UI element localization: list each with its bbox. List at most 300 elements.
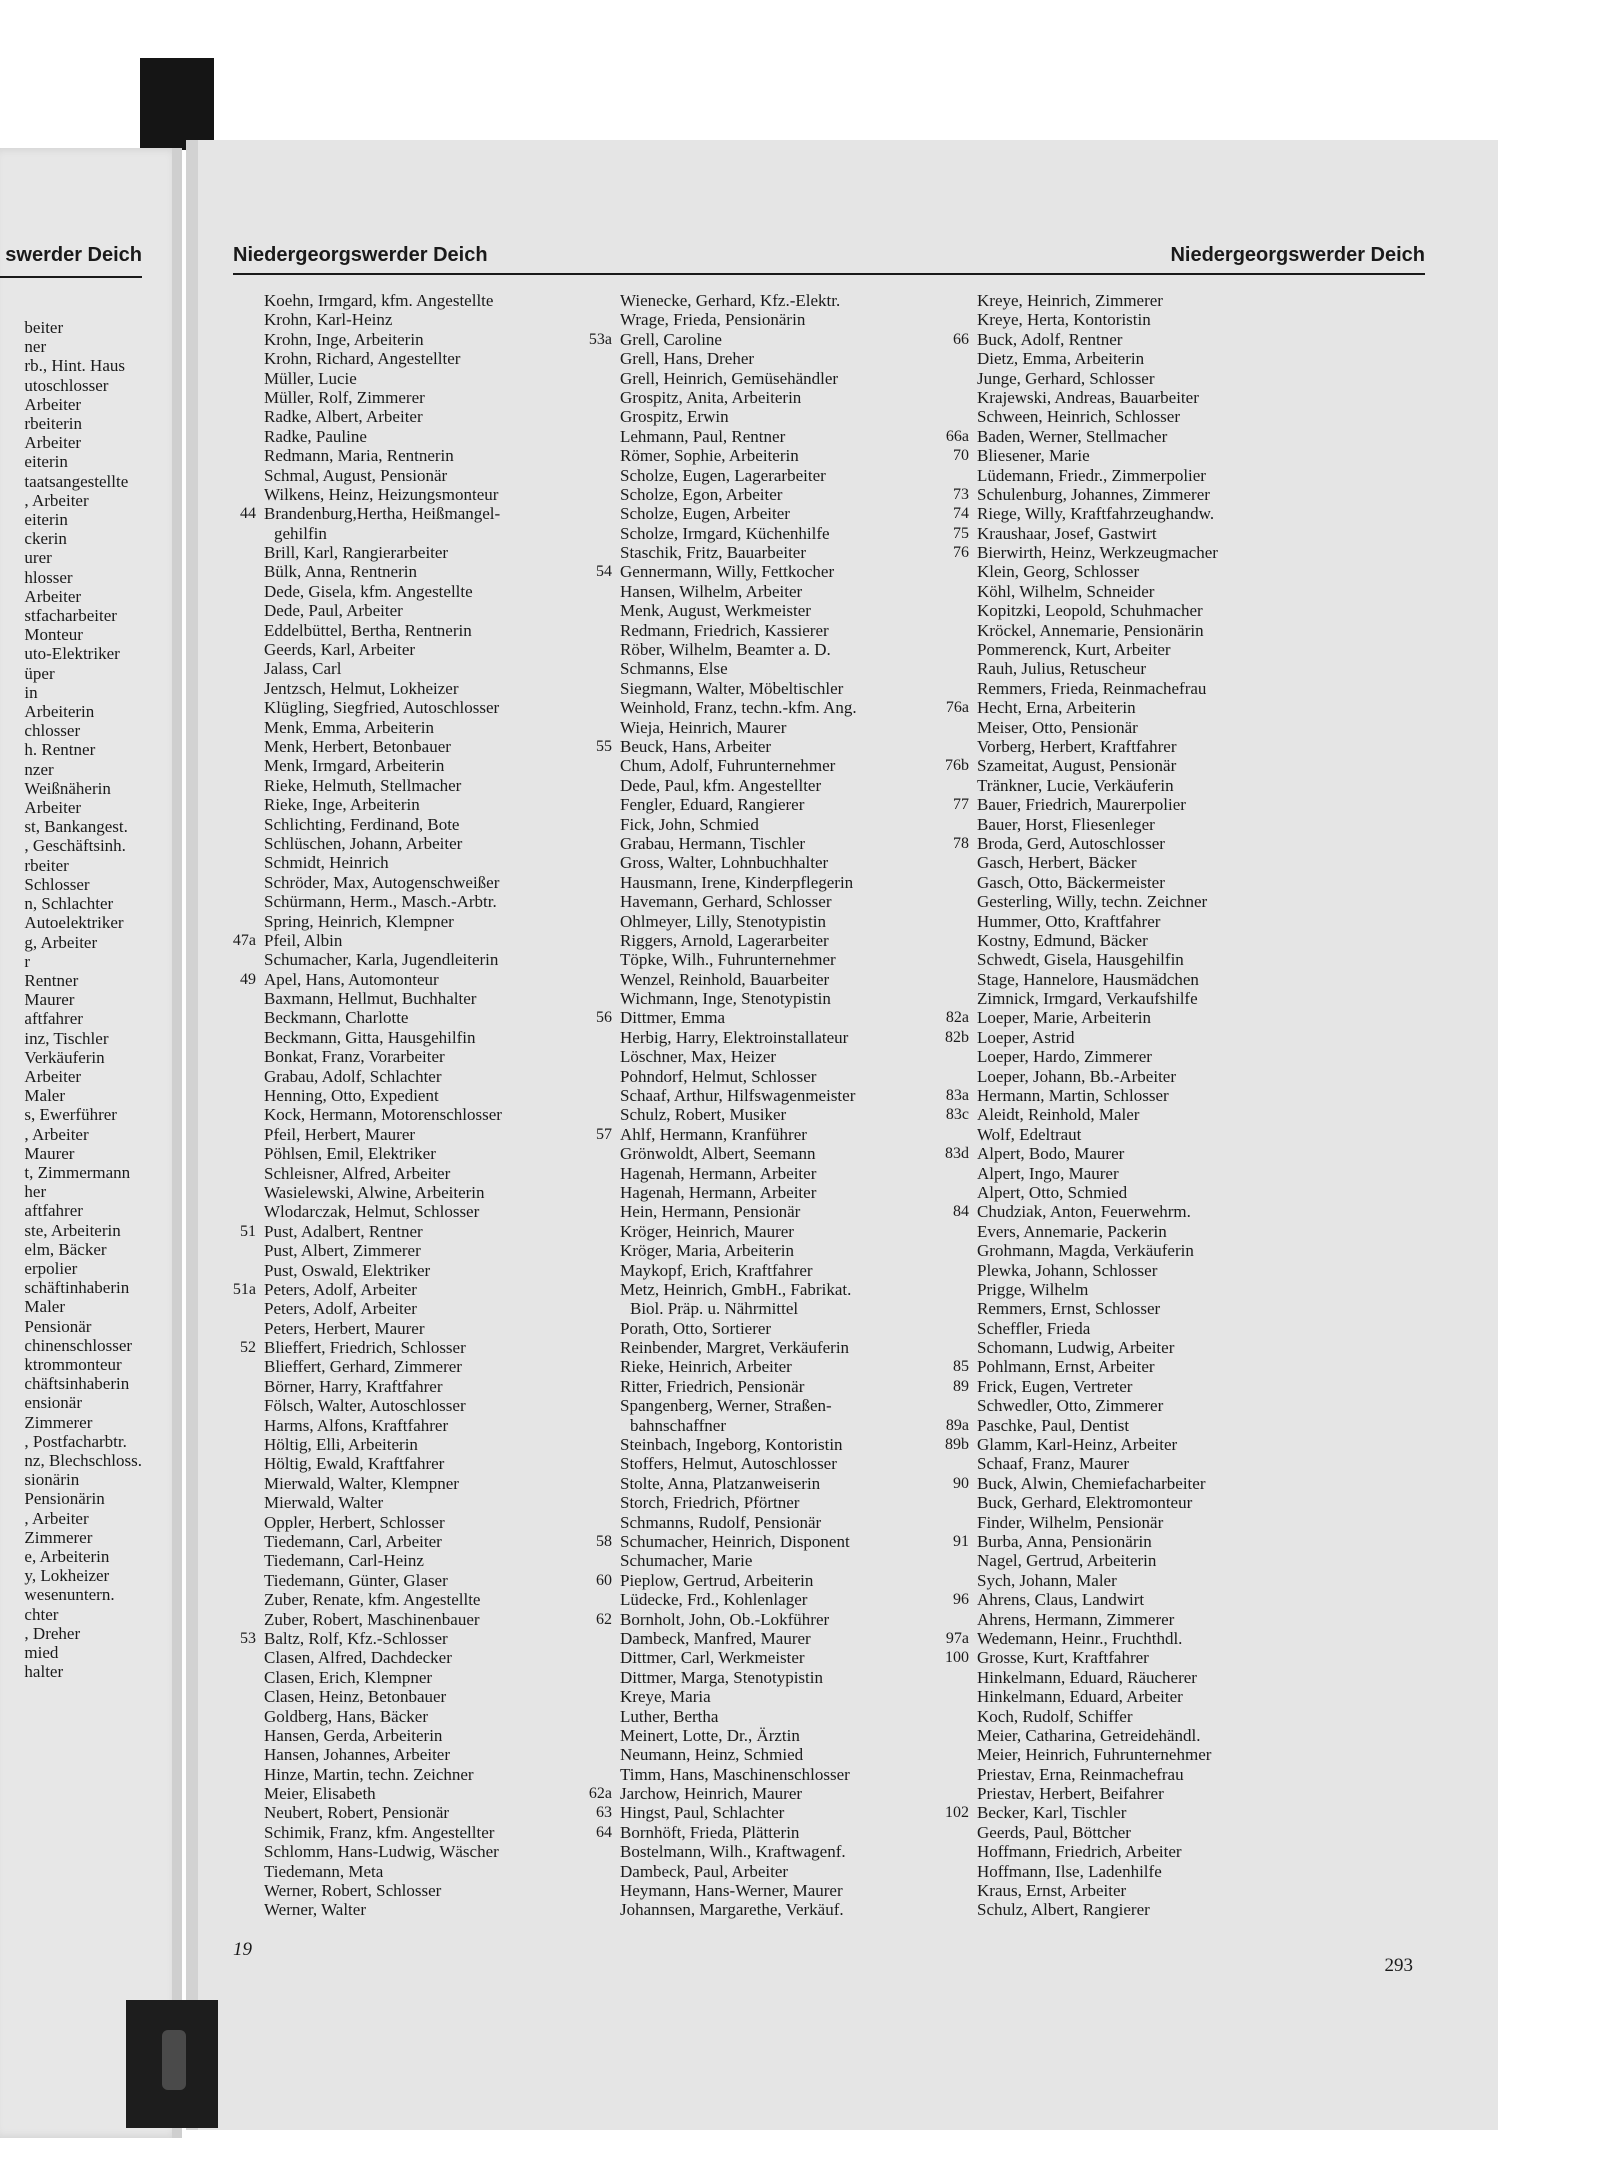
resident-entry-text: Hagenah, Hermann, Arbeiter (620, 1182, 817, 1202)
resident-entry-text: Menk, Herbert, Betonbauer (264, 736, 451, 756)
resident-entry-text: Ohlmeyer, Lilly, Stenotypistin (620, 911, 826, 931)
resident-entry-text: Pfeil, Albin (264, 930, 343, 950)
left-page-line: nz, Blechschloss. (24, 1450, 142, 1470)
left-page-line: rb., Hint. Haus (24, 356, 125, 376)
resident-entry-text: Clasen, Heinz, Betonbauer (264, 1687, 447, 1707)
left-page-line: in (24, 682, 38, 702)
resident-entry-text: Herbig, Harry, Elektroinstallateur (620, 1027, 849, 1047)
resident-entry-text: Menk, Emma, Arbeiterin (264, 717, 434, 737)
resident-entry-text: Grabau, Adolf, Schlachter (264, 1066, 442, 1086)
resident-entry-text: Meiser, Otto, Pensionär (977, 717, 1138, 737)
resident-entry-text: Meier, Catharina, Getreidehändl. (977, 1725, 1201, 1745)
left-page-line: stfacharbeiter (24, 606, 117, 626)
resident-entry-text: Wasielewski, Alwine, Arbeiterin (264, 1182, 485, 1202)
resident-entry-text: Wlodarczak, Helmut, Schlosser (264, 1202, 480, 1222)
left-page-line: e, Arbeiterin (24, 1547, 110, 1566)
resident-entry-text: Steinbach, Ingeborg, Kontoristin (620, 1435, 843, 1455)
left-page-line: chäftsinhaberin (24, 1374, 130, 1394)
resident-entry-text: Gasch, Otto, Bäckermeister (977, 872, 1165, 892)
resident-entry-text: Krohn, Karl-Heinz (264, 310, 393, 330)
resident-entry-text: Radke, Albert, Arbeiter (264, 407, 423, 427)
house-number: 44 (240, 505, 256, 523)
left-page-line: eiterin (24, 510, 68, 530)
resident-entry-text: Gesterling, Willy, techn. Zeichner (977, 892, 1208, 912)
resident-entry-text: Weinhold, Franz, techn.-kfm. Ang. (620, 698, 857, 718)
house-number: 62 (596, 1610, 612, 1628)
left-page-line: Schlosser (24, 874, 90, 894)
resident-entry-text: Grönwoldt, Albert, Seemann (620, 1144, 816, 1164)
resident-entry-text: Clasen, Alfred, Dachdecker (264, 1648, 452, 1668)
left-page-line: Arbeiter (24, 433, 82, 453)
resident-entry-text: Brandenburg,Hertha, Heißmangel- (264, 504, 501, 524)
house-number: 74 (953, 505, 969, 523)
resident-entry-text: Pust, Albert, Zimmerer (264, 1241, 421, 1261)
resident-entry-text: Priestav, Herbert, Beifahrer (977, 1784, 1164, 1804)
resident-entry-text: Wolf, Edeltraut (977, 1124, 1082, 1144)
resident-entry-text: Blieffert, Friedrich, Schlosser (264, 1338, 466, 1358)
left-page-text (24, 318, 142, 1681)
resident-entry-text: Mierwald, Walter, Klempner (264, 1473, 459, 1493)
left-page-line: wesenuntern. (24, 1585, 115, 1605)
left-page-line: rbeiter (24, 855, 69, 875)
resident-entry-text: Hansen, Johannes, Arbeiter (264, 1745, 451, 1765)
resident-entry-text: Kraus, Ernst, Arbeiter (977, 1881, 1127, 1901)
left-page-line: Maurer (24, 1143, 75, 1163)
resident-entry-text: Schürmann, Herm., Masch.-Arbtr. (264, 892, 497, 912)
resident-entry-text: Rieke, Helmuth, Stellmacher (264, 775, 462, 795)
resident-entry-text: Havemann, Gerhard, Schlosser (620, 892, 832, 912)
resident-entry-text: Redmann, Maria, Rentnerin (264, 446, 454, 466)
resident-entry-text: Schmal, August, Pensionär (264, 465, 448, 485)
resident-entry-text: Frick, Eugen, Vertreter (977, 1376, 1133, 1396)
resident-entry-text: Kostny, Edmund, Bäcker (977, 930, 1148, 950)
left-page-line: nzer (24, 759, 54, 779)
resident-entry-text: Brill, Karl, Rangierarbeiter (264, 543, 449, 563)
resident-entry-text: Gennermann, Willy, Fettkocher (620, 562, 835, 582)
left-page-line: st, Bankangest. (24, 817, 128, 837)
resident-entry-text: Schlichting, Ferdinand, Bote (264, 814, 460, 834)
resident-entry-text: Schulenburg, Johannes, Zimmerer (977, 484, 1210, 504)
resident-entry-text: Prigge, Wilhelm (977, 1279, 1089, 1299)
resident-entry-text: Schmanns, Else (620, 659, 728, 679)
left-page-line: Maler (24, 1086, 66, 1106)
resident-entry-text: Schleisner, Alfred, Arbeiter (264, 1163, 451, 1183)
sheet-number: 19 (233, 1939, 252, 1960)
resident-entry-text: Wilkens, Heinz, Heizungsmonteur (264, 484, 499, 504)
resident-entry-text: Gasch, Herbert, Bäcker (977, 853, 1137, 873)
house-number: 89a (945, 1416, 969, 1434)
resident-entry-text: Schween, Heinrich, Schlosser (977, 407, 1181, 427)
resident-entry-text: Dede, Paul, Arbeiter (264, 601, 403, 621)
resident-entry-text: Szameitat, August, Pensionär (977, 756, 1177, 776)
house-number: 76a (945, 699, 969, 717)
house-number: 100 (945, 1649, 969, 1667)
resident-entry-text: Ahrens, Claus, Landwirt (977, 1590, 1145, 1610)
resident-entry-text: Apel, Hans, Automonteur (264, 969, 439, 989)
resident-entry-text: Ahlf, Hermann, Kranführer (620, 1124, 807, 1144)
left-page-line: taatsangestellte (24, 471, 129, 491)
resident-entry-text: Broda, Gerd, Autoschlosser (977, 833, 1165, 853)
resident-entry-text: Zimnick, Irmgard, Verkaufshilfe (977, 989, 1198, 1009)
left-page-line: schäftinhaberin (24, 1278, 130, 1298)
resident-entry-text: Scholze, Egon, Arbeiter (620, 484, 783, 504)
left-page-line: Zimmerer (24, 1412, 93, 1432)
resident-entry-text: Loeper, Marie, Arbeiterin (977, 1008, 1151, 1028)
left-page-header: swerder Deich (5, 244, 142, 266)
resident-entry-text: Wrage, Frieda, Pensionärin (620, 310, 806, 330)
resident-entry-text: Höltig, Elli, Arbeiterin (264, 1435, 418, 1455)
resident-entry-text: Spangenberg, Werner, Straßen- (620, 1396, 832, 1416)
resident-entry-text: Bornholt, John, Ob.-Lokführer (620, 1609, 830, 1629)
resident-entry-text: Fengler, Eduard, Rangierer (620, 795, 805, 815)
resident-entry-text: Grohmann, Magda, Verkäuferin (977, 1241, 1194, 1261)
resident-entry-text: Tiedemann, Carl-Heinz (264, 1551, 424, 1571)
resident-entry-text: Evers, Annemarie, Packerin (977, 1221, 1167, 1241)
house-number: 83d (945, 1145, 969, 1163)
left-page-line: mied (24, 1643, 59, 1663)
resident-entry-text: Riggers, Arnold, Lagerarbeiter (620, 930, 829, 950)
resident-entry-text: Hinze, Martin, techn. Zeichner (264, 1764, 474, 1784)
resident-entry-text: Löschner, Max, Heizer (620, 1047, 777, 1067)
resident-entry-text: Krajewski, Andreas, Bauarbeiter (977, 387, 1199, 407)
left-page-line: Arbeiter (24, 394, 82, 414)
resident-entry-text: Grospitz, Erwin (620, 407, 729, 427)
resident-entry-text: Krohn, Inge, Arbeiterin (264, 329, 424, 349)
house-number: 82a (945, 1009, 969, 1027)
resident-entry-text: Krohn, Richard, Angestellter (264, 349, 461, 369)
resident-entry-text: Grospitz, Anita, Arbeiterin (620, 387, 802, 407)
left-page-line: Weißnäherin (24, 778, 111, 798)
house-number: 85 (953, 1358, 969, 1376)
resident-entry-text: Kreye, Heinrich, Zimmerer (977, 291, 1163, 310)
resident-entry-text: Dittmer, Carl, Werkmeister (620, 1648, 805, 1668)
left-page-line: chlosser (24, 721, 81, 741)
left-page-line: rbeiterin (24, 414, 83, 434)
resident-entry-text: Grell, Hans, Dreher (620, 349, 755, 369)
resident-entry-text: Kröckel, Annemarie, Pensionärin (977, 620, 1204, 640)
house-number: 64 (596, 1823, 612, 1841)
resident-entry-text: Koch, Rudolf, Schiffer (977, 1706, 1133, 1726)
resident-entry-text: Hinkelmann, Eduard, Arbeiter (977, 1687, 1183, 1707)
left-page-line: , Arbeiter (24, 1508, 89, 1528)
resident-entry-text: Beckmann, Charlotte (264, 1008, 409, 1028)
house-number: 53a (588, 330, 612, 348)
left-page-line: erpolier (24, 1258, 78, 1278)
resident-entry-text: Baltz, Rolf, Kfz.-Schlosser (264, 1628, 448, 1648)
resident-entry-text: Schumacher, Karla, Jugendleiterin (264, 950, 499, 970)
resident-entry-text: Kreye, Maria (620, 1687, 711, 1707)
resident-entry-text: Bauer, Horst, Fliesenleger (977, 814, 1155, 834)
resident-entry-text: Dede, Paul, kfm. Angestellter (620, 775, 822, 795)
house-number: 89b (945, 1436, 969, 1454)
resident-entry-text: Baxmann, Hellmut, Buchhalter (264, 989, 477, 1009)
resident-entry-text: Burba, Anna, Pensionärin (977, 1532, 1152, 1551)
resident-entry-text: Alpert, Otto, Schmied (977, 1182, 1128, 1202)
left-page-line: , Arbeiter (24, 1124, 89, 1144)
house-number: 96 (953, 1591, 969, 1609)
resident-entry-text: Buck, Alwin, Chemiefacharbeiter (977, 1473, 1206, 1493)
resident-entry-text: Jentzsch, Helmut, Lokheizer (264, 678, 459, 698)
resident-entry-text: Loeper, Hardo, Zimmerer (977, 1047, 1152, 1067)
resident-entry-text: Lüdecke, Frd., Kohlenlager (620, 1590, 808, 1610)
running-header-right: Niedergeorgswerder Deich (1170, 244, 1425, 266)
left-page-line: Arbeiter (24, 798, 82, 818)
resident-entry-text: Hoffmann, Friedrich, Arbeiter (977, 1842, 1182, 1862)
house-number: 73 (953, 485, 969, 503)
resident-entry-text: Wedemann, Heinr., Fruchthdl. (977, 1628, 1183, 1648)
resident-entry-text: Hingst, Paul, Schlachter (620, 1803, 785, 1823)
resident-entry-text: Grell, Heinrich, Gemüsehändler (620, 368, 839, 388)
left-page-gutter (172, 148, 182, 2138)
resident-entry-text: Scheffler, Frieda (977, 1318, 1091, 1338)
resident-entry-text: Peters, Herbert, Maurer (264, 1318, 425, 1338)
left-page-line: Monteur (24, 625, 83, 645)
resident-entry-text: Scholze, Irmgard, Küchenhilfe (620, 523, 830, 543)
resident-entry-text: Storch, Friedrich, Pförtner (620, 1493, 800, 1513)
resident-entry-text: Dietz, Emma, Arbeiterin (977, 349, 1145, 369)
resident-entry-text: Johannsen, Margarethe, Verkäuf. (620, 1900, 844, 1920)
resident-entry-text: Schlüschen, Johann, Arbeiter (264, 833, 463, 853)
resident-entry-text: Alpert, Ingo, Maurer (977, 1163, 1119, 1183)
left-page-line: aftfahrer (24, 1009, 83, 1029)
resident-entry-text: Henning, Otto, Expedient (264, 1086, 439, 1106)
resident-entry-text: Schaaf, Arthur, Hilfswagenmeister (620, 1086, 856, 1106)
left-page-fragment (0, 148, 182, 2138)
resident-entry-text: Beuck, Hans, Arbeiter (620, 736, 772, 756)
resident-entry-text: Jarchow, Heinrich, Maurer (620, 1784, 803, 1804)
house-number: 83a (945, 1087, 969, 1105)
resident-entry-text: Tränkner, Lucie, Verkäuferin (977, 775, 1174, 795)
resident-entry-text: Timm, Hans, Maschinenschlosser (620, 1764, 850, 1784)
resident-entry-text: Pfeil, Herbert, Maurer (264, 1124, 416, 1144)
resident-entry-text: Eddelbüttel, Bertha, Rentnerin (264, 620, 472, 640)
house-number: 60 (596, 1571, 612, 1589)
resident-entry-text: Sych, Johann, Maler (977, 1570, 1117, 1590)
left-page-line: Pensionär (24, 1316, 92, 1336)
house-number: 75 (953, 524, 969, 542)
resident-entry-text: Chudziak, Anton, Feuerwehrm. (977, 1202, 1191, 1222)
resident-entry-text: Rieke, Inge, Arbeiterin (264, 795, 420, 815)
resident-entry-text: Wenzel, Reinhold, Bauarbeiter (620, 969, 830, 989)
book-binding-top (140, 58, 214, 150)
left-page-line: beiter (24, 318, 64, 337)
resident-entry-text: Höltig, Ewald, Kraftfahrer (264, 1454, 445, 1474)
resident-entry-text: Wichmann, Inge, Stenotypistin (620, 989, 831, 1009)
resident-entry-text: Werner, Robert, Schlosser (264, 1881, 442, 1901)
resident-entry-text: Peters, Adolf, Arbeiter (264, 1299, 417, 1319)
resident-entry-text: Buck, Adolf, Rentner (977, 329, 1123, 349)
resident-entry-text: Scholze, Eugen, Arbeiter (620, 504, 790, 524)
left-page-line: urer (24, 548, 52, 568)
resident-entry-text: Pust, Adalbert, Rentner (264, 1221, 423, 1241)
house-number: 91 (953, 1533, 969, 1550)
resident-entry-text: Stoffers, Helmut, Autoschlosser (620, 1454, 837, 1474)
house-number: 57 (596, 1125, 612, 1143)
resident-entry-text: Köhl, Wilhelm, Schneider (977, 581, 1155, 601)
resident-entry-text: Schulz, Robert, Musiker (620, 1105, 787, 1125)
resident-entry-text: Heymann, Hans-Werner, Maurer (620, 1881, 843, 1901)
directory-page (186, 140, 1498, 2130)
resident-entry-text: Lehmann, Paul, Rentner (620, 426, 786, 446)
left-page-line: ensionär (24, 1393, 83, 1413)
resident-entry-text: Geerds, Paul, Böttcher (977, 1822, 1131, 1842)
resident-entry-text: Buck, Gerhard, Elektromonteur (977, 1493, 1193, 1513)
left-page-line: y, Lokheizer (24, 1566, 110, 1586)
house-number: 76b (945, 757, 969, 775)
left-page-line: eiterin (24, 452, 68, 472)
resident-entry-text: Rauh, Julius, Retuscheur (977, 659, 1147, 679)
resident-entry-text: Reinbender, Margret, Verkäuferin (620, 1338, 850, 1358)
running-header-left: Niedergeorgswerder Deich (233, 244, 488, 266)
house-number: 84 (953, 1203, 969, 1221)
left-page-line: s, Ewerführer (24, 1105, 117, 1125)
resident-entry-text: Hummer, Otto, Kraftfahrer (977, 911, 1161, 931)
resident-entry-text: Aleidt, Reinhold, Maler (977, 1105, 1140, 1125)
resident-entry-text: Stage, Hannelore, Hausmädchen (977, 969, 1199, 989)
resident-entry-text: Schimik, Franz, kfm. Angestellter (264, 1822, 495, 1842)
resident-entry-text: Bauer, Friedrich, Maurerpolier (977, 795, 1186, 815)
resident-entry-text: Pommerenck, Kurt, Arbeiter (977, 640, 1171, 660)
left-page-line: h. Rentner (24, 740, 96, 760)
house-number: 54 (596, 563, 612, 581)
left-page-line: ner (24, 337, 47, 357)
resident-entry-text: Schmanns, Rudolf, Pensionär (620, 1512, 822, 1532)
left-page-line: hlosser (24, 567, 73, 587)
resident-entry-text: Harms, Alfons, Kraftfahrer (264, 1415, 449, 1435)
resident-entry-text: Kraushaar, Josef, Gastwirt (977, 523, 1157, 543)
house-number: 58 (596, 1533, 612, 1550)
resident-entry-text: Hermann, Martin, Schlosser (977, 1086, 1169, 1106)
resident-entry-text: Radke, Pauline (264, 426, 367, 446)
house-number: 63 (596, 1804, 612, 1822)
resident-entry-text: Kock, Hermann, Motorenschlosser (264, 1105, 502, 1125)
left-page-line: Verkäuferin (24, 1047, 105, 1067)
left-page-line: utoschlosser (24, 375, 109, 395)
resident-entry-text: Meier, Heinrich, Fuhrunternehmer (977, 1745, 1212, 1765)
house-number: 77 (953, 796, 969, 814)
resident-entry-text: Becker, Karl, Tischler (977, 1803, 1127, 1823)
resident-entry-text: Dambeck, Paul, Arbeiter (620, 1861, 789, 1881)
resident-entry-text: Tiedemann, Carl, Arbeiter (264, 1532, 442, 1551)
resident-entry-text: Müller, Rolf, Zimmerer (264, 387, 425, 407)
resident-entry-text: Schmidt, Heinrich (264, 853, 389, 873)
resident-entry-text: Werner, Walter (264, 1900, 366, 1920)
house-number: 47a (232, 931, 256, 949)
left-page-line: Arbeiter (24, 1066, 82, 1086)
resident-entry-text: Meinert, Lotte, Dr., Ärztin (620, 1725, 800, 1745)
resident-entry-text: Bülk, Anna, Rentnerin (264, 562, 417, 582)
resident-entry-text: Clasen, Erich, Klempner (264, 1667, 433, 1687)
resident-entry-text: Neumann, Heinz, Schmied (620, 1745, 804, 1765)
resident-entry-text: Biol. Präp. u. Nährmittel (630, 1299, 799, 1319)
resident-entry-text: Finder, Wilhelm, Pensionär (977, 1512, 1164, 1532)
resident-entry-text: Dambeck, Manfred, Maurer (620, 1628, 811, 1648)
resident-entry-text: Schomann, Ludwig, Arbeiter (977, 1338, 1175, 1358)
left-page-line: t, Zimmermann (24, 1162, 131, 1182)
left-page-line: ckerin (24, 529, 67, 549)
left-page-line: , Dreher (24, 1623, 81, 1643)
resident-entry-text: Loeper, Johann, Bb.-Arbeiter (977, 1066, 1177, 1086)
resident-entry-text: Bierwirth, Heinz, Werkzeugmacher (977, 543, 1218, 563)
left-page-line: , Arbeiter (24, 490, 89, 510)
resident-entry-text: Pieplow, Gertrud, Arbeiterin (620, 1570, 814, 1590)
resident-entry-text: Dede, Gisela, kfm. Angestellte (264, 581, 473, 601)
resident-entry-text: Bliesener, Marie (977, 446, 1090, 466)
resident-entry-text: Dittmer, Emma (620, 1008, 726, 1028)
resident-entry-text: Plewka, Johann, Schlosser (977, 1260, 1158, 1280)
house-number: 89 (953, 1377, 969, 1395)
left-page-line: Arbeiter (24, 586, 82, 606)
resident-entry-text: Kreye, Herta, Kontoristin (977, 310, 1151, 330)
resident-entry-text: Schaaf, Franz, Maurer (977, 1454, 1129, 1474)
resident-entry-text: Grell, Caroline (620, 329, 722, 349)
house-number: 66a (945, 427, 969, 445)
resident-entry-text: Ritter, Friedrich, Pensionär (620, 1376, 805, 1396)
resident-entry-text: Tiedemann, Günter, Glaser (264, 1570, 448, 1590)
left-page-line: chter (24, 1604, 59, 1624)
house-number: 66 (953, 330, 969, 348)
house-number: 76 (953, 544, 969, 562)
resident-entry-text: Grosse, Kurt, Kraftfahrer (977, 1648, 1149, 1668)
left-page-line: n, Schlachter (24, 894, 114, 914)
resident-entry-text: Wienecke, Gerhard, Kfz.-Elektr. (620, 291, 841, 310)
resident-entry-text: Hagenah, Hermann, Arbeiter (620, 1163, 817, 1183)
resident-entry-text: Klein, Georg, Schlosser (977, 562, 1140, 582)
page-number: 293 (1384, 1955, 1413, 1976)
resident-entry-text: Grabau, Hermann, Tischler (620, 833, 806, 853)
resident-entry-text: Riege, Willy, Kraftfahrzeughandw. (977, 504, 1215, 524)
resident-entry-text: Kröger, Maria, Arbeiterin (620, 1241, 794, 1261)
left-page-line: her (24, 1182, 47, 1202)
header-rule (233, 273, 1425, 275)
resident-entry-text: Schröder, Max, Autogenschweißer (264, 872, 500, 892)
left-page-line: Maurer (24, 990, 75, 1010)
resident-entry-text: Pohlmann, Ernst, Arbeiter (977, 1357, 1155, 1377)
resident-entry-text: Hecht, Erna, Arbeiterin (977, 698, 1136, 718)
resident-entry-text: Neubert, Robert, Pensionär (264, 1803, 450, 1823)
resident-entry-text: Schlomm, Hans-Ludwig, Wäscher (264, 1842, 499, 1862)
resident-entry-text: Kröger, Heinrich, Maurer (620, 1221, 794, 1241)
house-number: 90 (953, 1474, 969, 1492)
book-binding-bottom (126, 2000, 218, 2128)
left-page-line: Rentner (24, 970, 79, 990)
resident-entry-text: Rieke, Heinrich, Arbeiter (620, 1357, 792, 1377)
resident-entry-text: Maykopf, Erich, Kraftfahrer (620, 1260, 813, 1280)
house-number: 51 (240, 1222, 256, 1240)
house-number: 70 (953, 447, 969, 465)
resident-entry-text: Klügling, Siegfried, Autoschlosser (264, 698, 500, 718)
left-header-rule (0, 276, 142, 278)
page-gutter (186, 140, 198, 2130)
house-number: 97a (945, 1629, 969, 1647)
resident-entry-text: Ahrens, Hermann, Zimmerer (977, 1609, 1175, 1629)
resident-entry-text: Hoffmann, Ilse, Ladenhilfe (977, 1861, 1162, 1881)
resident-entry-text: Siegmann, Walter, Möbeltischler (620, 678, 844, 698)
house-number: 62a (588, 1785, 612, 1803)
resident-entry-text: Bonkat, Franz, Vorarbeiter (264, 1047, 445, 1067)
resident-entry-text: Vorberg, Herbert, Kraftfahrer (977, 736, 1177, 756)
resident-entry-text: Spring, Heinrich, Klempner (264, 911, 454, 931)
resident-entry-text: Töpke, Wilh., Fuhrunternehmer (620, 950, 836, 970)
resident-entry-text: Staschik, Fritz, Bauarbeiter (620, 543, 807, 563)
house-number: 82b (945, 1028, 969, 1046)
resident-entry-text: gehilfin (274, 523, 327, 543)
left-page-line: aftfahrer (24, 1201, 83, 1221)
resident-entry-text: Zuber, Robert, Maschinenbauer (264, 1609, 480, 1629)
resident-entry-text: Gross, Walter, Lohnbuchhalter (620, 853, 829, 873)
resident-entry-text: Römer, Sophie, Arbeiterin (620, 446, 799, 466)
resident-entry-text: Fick, John, Schmied (620, 814, 759, 834)
